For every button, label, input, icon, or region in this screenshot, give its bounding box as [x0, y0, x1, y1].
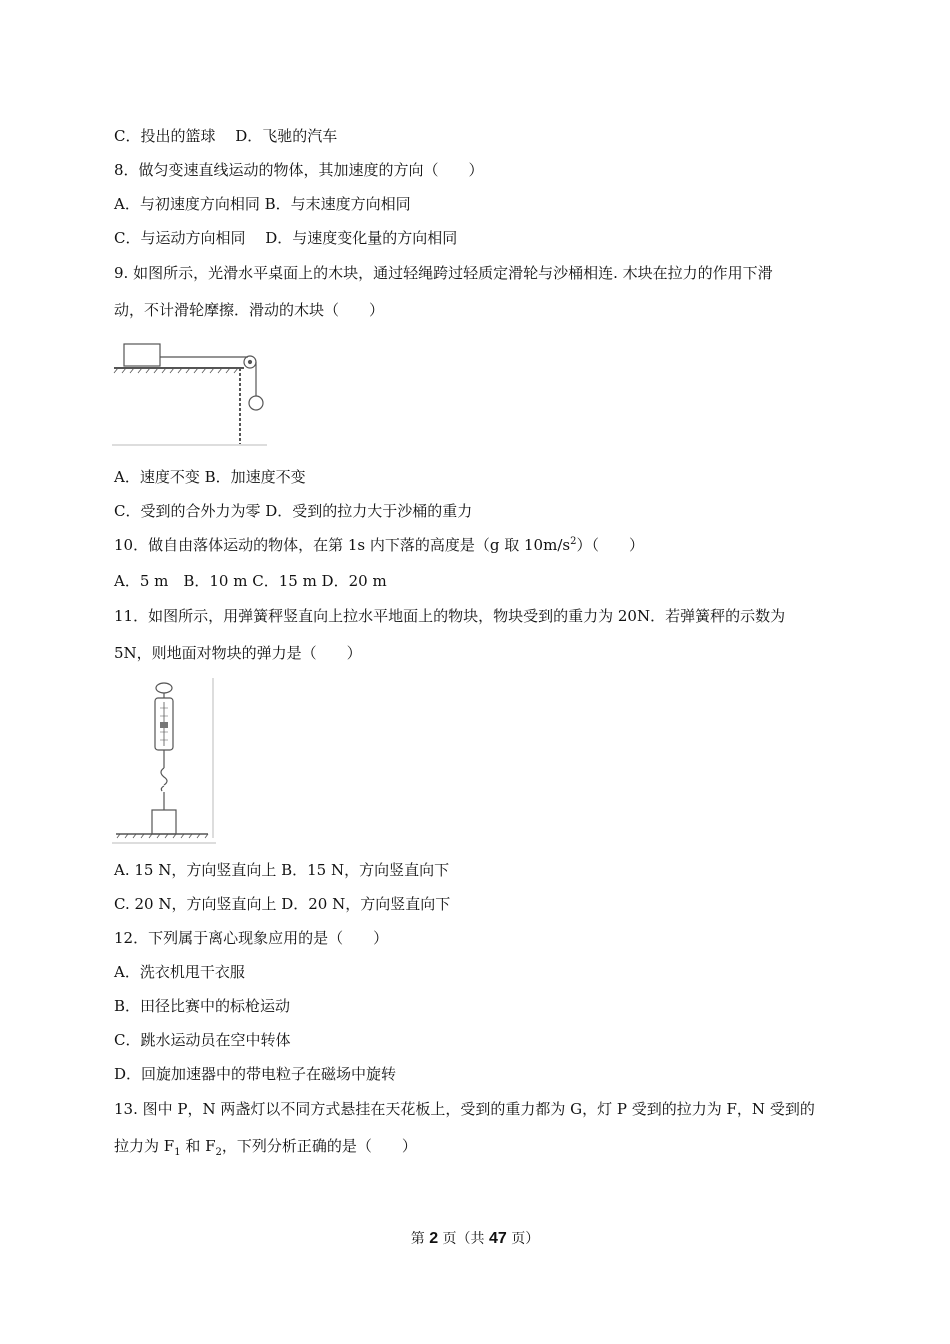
q9-stem-line2: 动，不计滑轮摩擦．滑动的木块（ ）	[114, 301, 385, 319]
q13-stem-line2: 拉力为 $F_1$ 和 $F_2$，下列分析正确的是（ ）	[114, 1137, 417, 1158]
q11-options-ab: A. 15 N，方向竖直向上 B．15 N，方向竖直向下	[114, 861, 450, 879]
q11-stem-line1: 11．如图所示，用弹簧秤竖直向上拉水平地面上的物块，物块受到的重力为 20N．若弹簧秤的示数为	[114, 607, 786, 625]
sand-bucket	[249, 396, 263, 410]
q7-options-cd: C．投出的篮球 D．飞驰的汽车	[114, 127, 338, 145]
hook	[161, 768, 167, 785]
q11-stem-line2: 5N，则地面对物块的弹力是（ ）	[114, 644, 362, 662]
page-footer: 第 2 页（共 47 页）	[410, 1230, 540, 1247]
q12-option-a: A．洗衣机甩干衣服	[114, 963, 245, 981]
q8-options-ab: A．与初速度方向相同 B．与末速度方向相同	[114, 195, 411, 213]
q8-stem: 8．做匀变速直线运动的物体，其加速度的方向（ ）	[114, 161, 484, 179]
wooden-block	[124, 344, 160, 366]
q12-option-d: D．回旋加速器中的带电粒子在磁场中旋转	[114, 1065, 397, 1083]
q12-option-b: B．田径比赛中的标枪运动	[114, 997, 291, 1015]
q8-options-cd: C．与运动方向相同 D．与速度变化量的方向相同	[114, 229, 458, 247]
q9-options-ab: A．速度不变 B．加速度不变	[114, 468, 306, 486]
q11-options-cd: C. 20 N，方向竖直向上 D．20 N，方向竖直向下	[114, 895, 451, 913]
block-on-ground	[152, 810, 176, 834]
spring-scale-figure	[112, 678, 218, 846]
q12-option-c: C．跳水运动员在空中转体	[114, 1031, 291, 1049]
spring-scale-ring	[156, 683, 172, 693]
total-pages: 47	[489, 1230, 507, 1247]
q9-options-cd: C．受到的合外力为零 D．受到的拉力大于沙桶的重力	[114, 502, 473, 520]
pulley-block-figure	[112, 338, 272, 450]
q12-stem: 12．下列属于离心现象应用的是（ ）	[114, 929, 389, 947]
q10-options: A．5 m B．10 m C．15 m D．20 m	[114, 572, 387, 590]
page-number: 2	[429, 1230, 439, 1247]
q13-stem-line1: 13. 图中 P，N 两盏灯以不同方式悬挂在天花板上，受到的重力都为 G，灯 P 受到的拉力为 F，N 受到的	[114, 1100, 815, 1118]
q9-stem-line1: 9. 如图所示，光滑水平桌面上的木块，通过轻绳跨过轻质定滑轮与沙桶相连. 木块在拉力的作用下滑	[114, 264, 773, 282]
q10-stem: 10．做自由落体运动的物体，在第 1s 内下落的高度是（g 取 $10m/s^2$）（ ）	[114, 536, 644, 554]
